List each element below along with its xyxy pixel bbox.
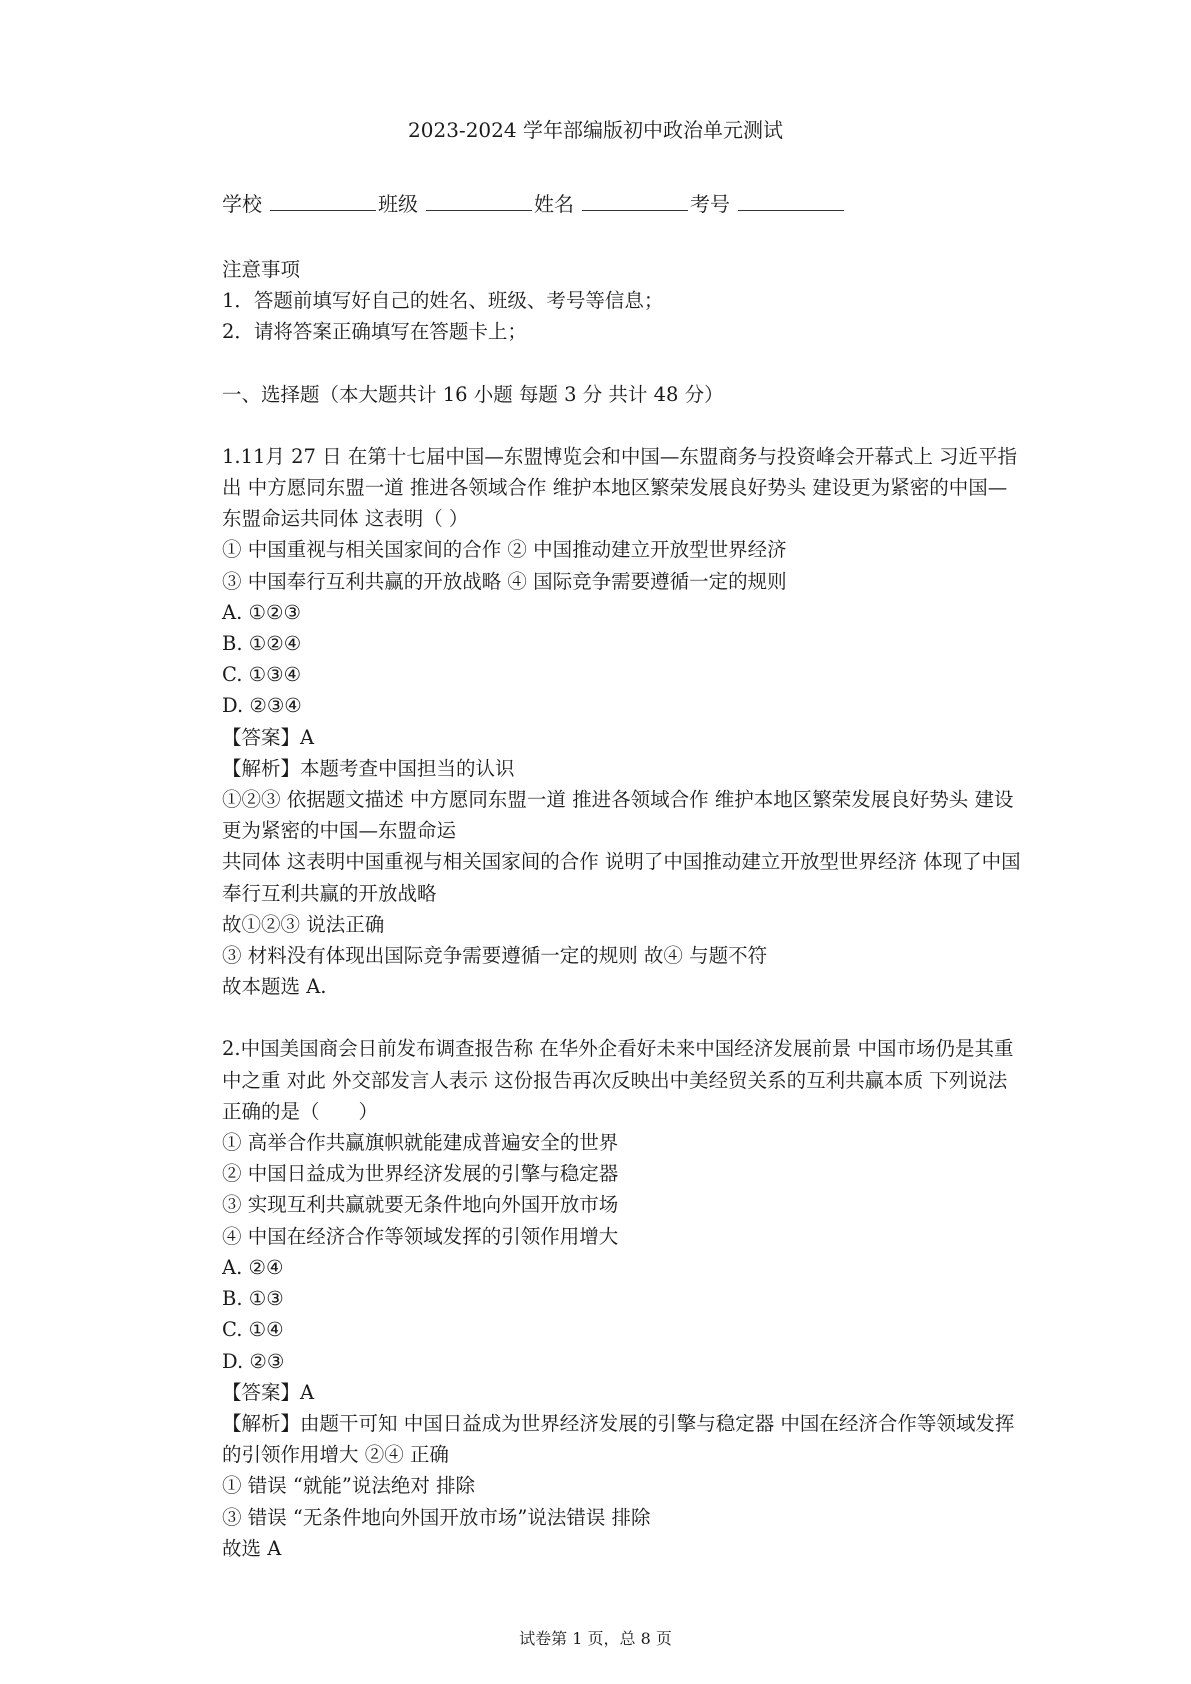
statement: ④ 中国在经济合作等领域发挥的引领作用增大 [222,1224,619,1248]
statement: ③ 中国奉行互利共赢的开放战略 ④ 国际竞争需要遵循一定的规则 [222,569,787,593]
question-stem: 1.11月 27 日 在第十七届中国—东盟博览会和中国—东盟商务与投资峰会开幕式上 习近平指出 中方愿同东盟一道 推进各领域合作 维护本地区繁荣发展良好势头 建设更为紧密的中国—东盟命运共同体 这表明（ ） [222,444,1018,531]
analysis-line: 故本题选 A. [222,975,327,999]
analysis-line: ③ 材料没有体现出国际竞争需要遵循一定的规则 故④ 与题不符 [222,944,768,968]
analysis-line: 故选 A [222,1536,282,1560]
analysis-line: 故①②③ 说法正确 [222,912,385,936]
option-a: A. ①②③ [222,600,301,624]
notice-item: 1．答题前填写好自己的姓名、班级、考号等信息； [222,289,664,313]
number-blank [738,192,844,211]
name-label: 姓名 [534,192,574,216]
statement: ② 中国日益成为世界经济发展的引擎与稳定器 [222,1162,619,1186]
school-label: 学校 [222,192,262,216]
option-a: A. ②④ [222,1255,284,1279]
analysis-line: ① 错误 “就能”说法绝对 排除 [222,1474,476,1498]
option-c: C. ①③④ [222,663,302,687]
page-title: 2023-2024 学年部编版初中政治单元测试 [408,118,783,142]
notice-item: 2．请将答案正确填写在答题卡上； [222,320,527,344]
name-blank [582,192,688,211]
school-blank [270,192,376,211]
notice-heading: 注意事项 [222,258,301,281]
option-b: B. ①②④ [222,632,302,656]
option-b: B. ①③ [222,1287,284,1311]
option-d: D. ②③ [222,1349,285,1373]
answer: 【答案】A [222,725,315,749]
student-info-row [222,190,846,218]
analysis-line: 【解析】本题考查中国担当的认识 [222,756,515,780]
number-label: 考号 [690,192,730,216]
question-2 [222,1033,1022,1563]
analysis-line: ①②③ 依据题文描述 中方愿同东盟一道 推进各领域合作 维护本地区繁荣发展良好势头 建设更为紧密的中国—东盟命运 [222,788,1014,843]
analysis-line: 共同体 这表明中国重视与相关国家间的合作 说明了中国推动建立开放型世界经济 体现了中国奉行互利共赢的开放战略 [222,850,1021,905]
class-blank [426,192,532,211]
statement: ① 中国重视与相关国家间的合作 ② 中国推动建立开放型世界经济 [222,538,787,562]
question-stem: 2.中国美国商会日前发布调查报告称 在华外企看好未来中国经济发展前景 中国市场仍是其重中之重 对此 外交部发言人表示 这份报告再次反映出中美经贸关系的互利共赢本质 下列说法正确的是（ ） [222,1037,1014,1123]
analysis-line: ③ 错误 “无条件地向外国开放市场”说法错误 排除 [222,1505,651,1529]
question-1 [222,441,1022,1003]
section-heading: 一、选择题（本大题共计 16 小题 每题 3 分 共计 48 分） [222,382,724,406]
option-c: C. ①④ [222,1318,284,1342]
class-label: 班级 [378,192,418,216]
analysis-line: 【解析】由题干可知 中国日益成为世界经济发展的引擎与稳定器 中国在经济合作等领域发挥的引领作用增大 ②④ 正确 [222,1411,1015,1467]
page-footer: 试卷第 1 页，总 8 页 [519,1629,672,1648]
statement: ① 高举合作共赢旗帜就能建成普遍安全的世界 [222,1131,619,1155]
exam-body [222,254,1022,1564]
statement: ③ 实现互利共赢就要无条件地向外国开放市场 [222,1193,619,1217]
option-d: D. ②③④ [222,694,302,718]
answer: 【答案】A [222,1380,315,1404]
